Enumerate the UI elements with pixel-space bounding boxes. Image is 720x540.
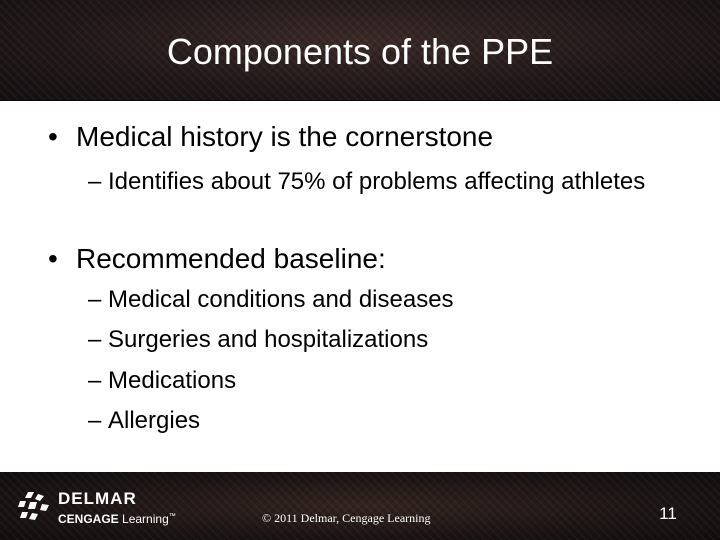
bullet-marker: • bbox=[48, 121, 58, 152]
copyright-text: © 2011 Delmar, Cengage Learning bbox=[262, 511, 431, 525]
bullet-text: Medical history is the cornerstone bbox=[76, 121, 494, 152]
slide-footer bbox=[0, 472, 720, 540]
logo-cengage-text: CENGAGE bbox=[58, 512, 119, 526]
page-number: 11 bbox=[659, 504, 677, 523]
sub-bullet-text: Medications bbox=[108, 367, 237, 394]
logo-wordmark-top: DELMAR bbox=[58, 489, 137, 508]
sub-bullet-marker: – bbox=[88, 326, 102, 353]
sub-bullet-marker: – bbox=[88, 407, 102, 434]
sub-bullet-marker: – bbox=[88, 367, 102, 394]
delmar-logo-icon bbox=[16, 490, 52, 524]
logo-learning-text: Learning bbox=[122, 512, 169, 526]
sub-bullet-marker: – bbox=[88, 286, 102, 313]
logo-wordmark-bottom bbox=[58, 510, 176, 526]
slide-title: Components of the PPE bbox=[166, 31, 554, 72]
sub-bullet-text: Surgeries and hospitalizations bbox=[108, 326, 429, 353]
bullet-text: Recommended baseline: bbox=[76, 243, 386, 274]
logo-tm: ™ bbox=[168, 513, 176, 520]
sub-bullet-text: Identifies about 75% of problems affecting athletes bbox=[108, 168, 646, 195]
slide-body bbox=[0, 100, 720, 472]
slide-header bbox=[0, 0, 720, 101]
sub-bullet-text: Medical conditions and diseases bbox=[108, 286, 454, 313]
sub-bullet-marker: – bbox=[88, 168, 102, 195]
bullet-marker: • bbox=[48, 243, 58, 274]
sub-bullet-text: Allergies bbox=[108, 407, 201, 434]
